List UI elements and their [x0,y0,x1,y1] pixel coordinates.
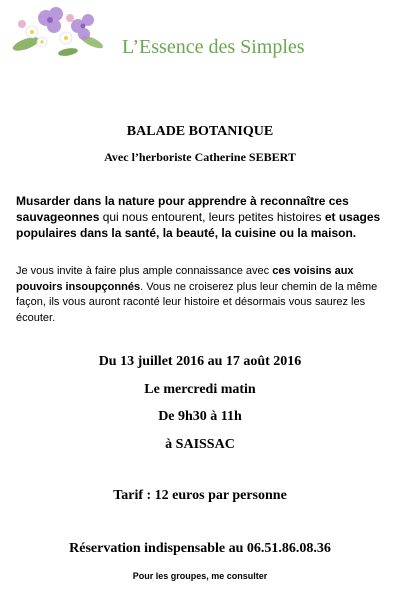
description-text-1: qui nous entourent, leurs petites histoires [99,210,325,224]
event-subtitle: Avec l’herboriste Catherine SEBERT [104,150,296,164]
event-day: Le mercredi matin [144,382,256,397]
description-text-3: . Vous ne croiserez plus leur chemin de la même façon, ils vous auront raconté leur histoire et désormais vous saurez les écouter. [16,280,378,324]
event-time: De 9h30 à 11h [158,409,242,424]
description-paragraph-2 [16,264,382,326]
description-paragraph-1 [16,193,382,241]
groups-note: Pour les groupes, me consulter [132,571,268,581]
description-text-2: Je vous invite à faire plus ample connaissance avec [16,265,273,277]
description-bold-3: ces voisins aux pouvoirs insoupçonnés [16,265,354,293]
event-price: Tarif : 12 euros par personne [113,488,287,503]
event-title: BALADE BOTANIQUE [126,124,274,139]
description-bold-1: Musarder dans la nature pour apprendre à reconnaître ces sauvageonnes [16,194,349,224]
flower-bouquet-image [8,4,108,60]
reservation-phone: Réservation indispensable au 06.51.86.08.36 [69,541,331,556]
event-place: à SAISSAC [165,437,235,452]
brand-name: L’Essence des Simples [122,36,305,58]
event-dates: Du 13 juillet 2016 au 17 août 2016 [98,354,302,369]
description-bold-2: et usages populaires dans la santé, la beauté, la cuisine ou la maison. [16,210,381,240]
